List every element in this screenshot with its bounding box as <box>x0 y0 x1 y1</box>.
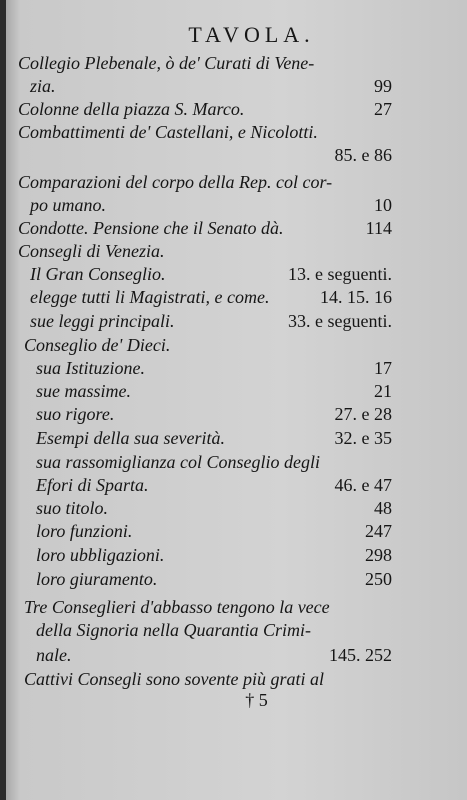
entry-text: loro ubbligazioni. <box>36 545 165 565</box>
entry-page: 46. e 47 <box>334 475 392 495</box>
entry-text: Collegio Plebenale, ò de' Curati di Vene- <box>18 53 315 73</box>
index-entry <box>18 216 392 240</box>
index-entry <box>18 74 392 98</box>
entry-page: 21 <box>374 381 392 401</box>
entry-page: 27. e 28 <box>334 404 392 424</box>
entry-text: Colonne della piazza S. Marco. <box>18 99 245 119</box>
index-entry <box>18 285 392 309</box>
catchword: † 5 <box>245 690 268 710</box>
index-entry <box>18 239 392 263</box>
entry-text: loro giuramento. <box>36 569 158 589</box>
entry-text: suo titolo. <box>36 498 109 518</box>
index-entry <box>18 356 392 380</box>
index-entry <box>18 379 392 403</box>
entry-page: 298 <box>365 545 392 565</box>
index-entry <box>18 426 392 450</box>
index-entry <box>18 51 392 75</box>
index-entry <box>18 143 392 167</box>
index-entry <box>18 97 392 121</box>
entry-page: 48 <box>374 498 392 518</box>
index-entry <box>18 450 392 474</box>
book-page <box>6 0 467 800</box>
entry-page: 32. e 35 <box>334 428 392 448</box>
index-entry <box>18 170 392 194</box>
entry-page: 99 <box>374 76 392 96</box>
entry-text: sua rassomiglianza col Conseglio degli <box>36 452 321 472</box>
page-heading: TAVOLA. <box>188 22 315 47</box>
entry-text: suo rigore. <box>36 404 115 424</box>
index-entry <box>18 333 392 357</box>
index-entry <box>18 262 392 286</box>
index-entry <box>18 402 392 426</box>
index-entry <box>18 496 392 520</box>
entry-text: Cattivi Consegli sono sovente più grati al <box>24 669 324 689</box>
entry-text: Il Gran Conseglio. <box>30 264 166 284</box>
entry-text: zia. <box>30 76 56 96</box>
entry-text: po umano. <box>30 195 106 215</box>
entry-page: 13. e seguenti. <box>288 264 392 284</box>
index-entry <box>18 643 392 667</box>
entry-text: sue leggi principali. <box>30 311 175 331</box>
entry-text: Efori di Sparta. <box>36 475 149 495</box>
entry-page: 17 <box>374 358 392 378</box>
index-entry <box>18 120 392 144</box>
entry-page: 10 <box>374 195 392 215</box>
index-entry <box>18 595 392 619</box>
index-entry <box>18 618 392 642</box>
index-entry <box>18 519 392 543</box>
entry-text: Consegli di Venezia. <box>18 241 165 261</box>
entry-text: loro funzioni. <box>36 521 133 541</box>
entry-text: sua Istituzione. <box>36 358 146 378</box>
index-entry <box>18 473 392 497</box>
entry-text: sue massime. <box>36 381 131 401</box>
entry-text: Condotte. Pensione che il Senato dà. <box>18 218 284 238</box>
entry-text: Conseglio de' Dieci. <box>24 335 171 355</box>
entry-page: 14. 15. 16 <box>320 287 392 307</box>
entry-page: 85. e 86 <box>334 145 392 165</box>
entry-page: 114 <box>365 218 392 238</box>
entry-text: della Signoria nella Quarantia Crimi- <box>36 620 312 640</box>
entry-text: Tre Conseglieri d'abbasso tengono la vece <box>24 597 330 617</box>
entry-text: nale. <box>36 645 72 665</box>
entry-text: elegge tutti li Magistrati, e come. <box>30 287 270 307</box>
entry-page: 145. 252 <box>329 645 392 665</box>
index-entry <box>18 193 392 217</box>
index-entry <box>18 567 392 591</box>
index-entry <box>18 309 392 333</box>
entry-page: 250 <box>365 569 392 589</box>
entry-page: 33. e seguenti. <box>288 311 392 331</box>
entry-page: 247 <box>365 521 392 541</box>
index-entry <box>18 543 392 567</box>
entry-page: 27 <box>374 99 392 119</box>
entry-text: Esempi della sua severità. <box>36 428 225 448</box>
entry-text: Combattimenti de' Castellani, e Nicolotti. <box>18 122 318 142</box>
entry-text: Comparazioni del corpo della Rep. col cor- <box>18 172 333 192</box>
index-entry <box>18 667 392 691</box>
